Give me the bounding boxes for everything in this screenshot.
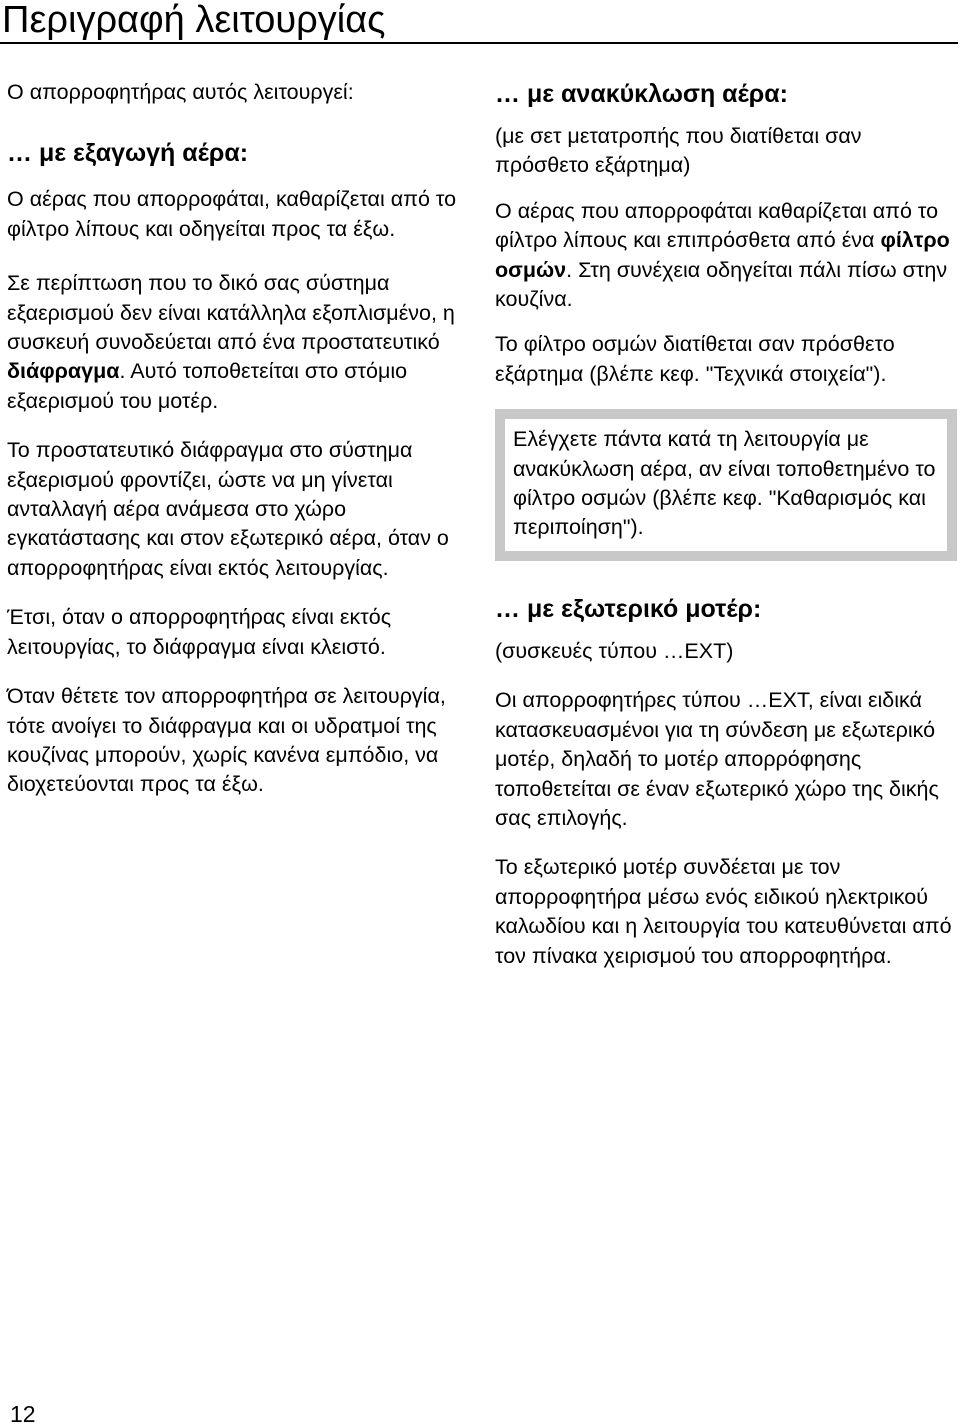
exhaust-paragraph-5: Όταν θέτετε τον απορροφητήρα σε λειτουργία, τότε ανοίγει το διάφραγμα και οι υδρατμοί της κουζίνας μπορούν, χωρίς κανένα εμπόδιο, να διοχετεύονται προς τα έξω. [7,684,446,797]
recirculation-subtitle: (με σετ μετατροπής που διατίθεται σαν πρόσθετο εξάρτημα) [495,124,862,178]
page-title: Περιγραφή λειτουργίας [2,0,386,41]
intro-text: Ο απορροφητήρας αυτός λειτουργεί: [7,80,354,104]
odour-filter-term: φίλτρο οσμών [495,228,950,282]
title-divider [0,42,958,44]
recirculation-paragraph-1-end: . Στη συνέχεια οδηγείται πάλι πίσω στην κουζίνα. [495,257,948,312]
page-number: 12 [10,1401,36,1427]
recirculation-paragraph-2: Το φίλτρο οσμών διατίθεται σαν πρόσθετο εξάρτημα (βλέπε κεφ. "Τεχνικά στοιχεία"). [495,332,895,386]
note-box [495,409,957,561]
external-motor-subtitle: (συσκευές τύπου …EXT) [495,638,734,663]
external-motor-heading: … με εξωτερικό μοτέρ: [495,594,762,623]
recirculation-paragraph-1-start: Ο αέρας που απορροφάται καθαρίζεται από το φίλτρο λίπους και επιπρόσθετα από ένα [495,198,939,253]
note-text: Ελέγχετε πάντα κατά τη λειτουργία με ανακύκλωση αέρα, αν είναι τοποθετημένο το φίλτρο οσμών (βλέπε κεφ. "Καθαρισμός και περιποίηση"). [513,427,936,540]
exhaust-paragraph-2-start: Σε περίπτωση που το δικό σας σύστημα εξαερισμού δεν είναι κατάλληλα εξοπλισμένο, η συσκευή συνοδεύεται από ένα προστατευτικό [7,271,455,355]
recirculation-paragraph-1 [495,197,955,315]
recirculation-heading: … με ανακύκλωση αέρα: [495,80,788,108]
right-column [495,78,955,971]
external-motor-paragraph-2: Το εξωτερικό μοτέρ συνδέεται με τον απορροφητήρα μέσω ενός ειδικού ηλεκτρικού καλωδίου και η λειτουργία του κατευθύνεται από τον πίνακα χειρισμού του απορροφητήρα. [495,855,952,968]
exhaust-paragraph-3: Το προστατευτικό διάφραγμα στο σύστημα εξαερισμού φροντίζει, ώστε να μη γίνεται ανταλλαγή αέρα ανάμεσα στο χώρο εγκατάστασης και στον εξωτερικό αέρα, όταν ο απορροφητήρας είναι εκτός λειτουργίας. [7,438,449,580]
exhaust-paragraph-2 [7,269,472,416]
exhaust-paragraph-4: Έτσι, όταν ο απορροφητήρας είναι εκτός λειτουργίας, το διάφραγμα είναι κλειστό. [7,605,392,659]
exhaust-paragraph-2-end: . Αυτό τοποθετείται στο στόμιο εξαερισμού του μοτέρ. [7,359,408,413]
exhaust-paragraph-1: Ο αέρας που απορροφάται, καθαρίζεται από το φίλτρο λίπους και οδηγείται προς τα έξω. [7,187,457,241]
diaphragm-term: διάφραγμα [7,359,120,384]
external-motor-paragraph-1: Οι απορροφητήρες τύπου …EXT, είναι ειδικά κατασκευασμένοι για τη σύνδεση με εξωτερικό μοτέρ, δηλαδή το μοτέρ απορρόφησης τοποθετείται σε έναν εξωτερικό χώρο της δικής σας επιλογής. [495,688,939,830]
exhaust-heading: … με εξαγωγή αέρα: [7,139,249,168]
left-column [7,78,472,800]
